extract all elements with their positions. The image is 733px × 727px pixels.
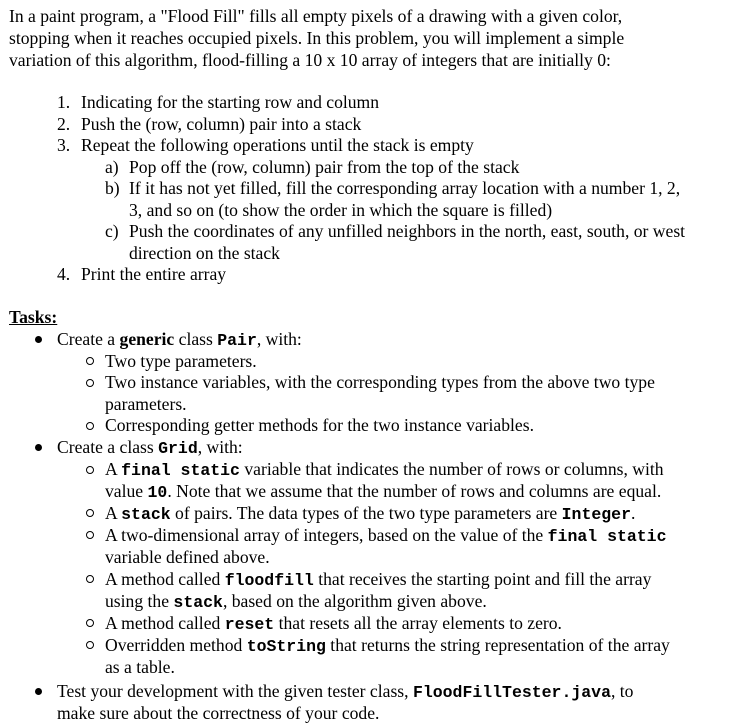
sub-bullet-icon [86,619,94,627]
intro-line-1: In a paint program, a "Flood Fill" fills all empty pixels of a drawing with a given color, [9,6,623,26]
step-3-number: 3. [57,135,71,155]
grid-item-1-line-1: A final static variable that indicates the number of rows or columns, with [105,459,664,480]
grid-item-4-line-1: A method called floodfill that receives the starting point and fill the array [105,569,652,590]
grid-item-3-line-1: A two-dimensional array of integers, based on the value of the final static [105,525,667,546]
intro-line-2: stopping when it reaches occupied pixels. In this problem, you will implement a simple [9,28,625,48]
pair-sub-2-line-1: Two instance variables, with the corresponding types from the above two type [105,372,655,392]
pair-sub-1: Two type parameters. [105,351,257,371]
sub-bullet-icon [86,357,94,365]
step-3c-letter: c) [105,221,119,241]
pair-task-line: Create a generic class Pair, with: [57,329,302,350]
step-4-text: Print the entire array [81,264,227,284]
intro-line-3: variation of this algorithm, flood-filling a 10 x 10 array of integers that are initially 0: [9,50,611,70]
step-3a-letter: a) [105,157,119,177]
step-3-text: Repeat the following operations until the stack is empty [81,135,474,155]
tasks-heading: Tasks: [9,307,58,327]
step-3c-line-2: direction on the stack [129,243,280,263]
grid-item-6-line-1: Overridden method toString that returns the string representation of the array [105,635,670,656]
test-task-line-1: Test your development with the given tester class, FloodFillTester.java, to [57,681,634,702]
bullet-icon [35,336,42,343]
step-3b-line-1: If it has not yet filled, fill the corresponding array location with a number 1, 2, [129,178,681,198]
pair-sub-2-line-2: parameters. [105,394,187,414]
sub-bullet-icon [86,641,94,649]
sub-bullet-icon [86,509,94,517]
grid-item-2: A stack of pairs. The data types of the two type parameters are Integer. [105,503,636,524]
grid-item-1-line-2: value 10. Note that we assume that the number of rows and columns are equal. [105,481,662,502]
sub-bullet-icon [86,422,94,430]
step-1-text: Indicating for the starting row and column [81,92,380,112]
sub-bullet-icon [86,531,94,539]
grid-task-line: Create a class Grid, with: [57,437,243,458]
step-3b-letter: b) [105,178,120,198]
sub-bullet-icon [86,466,94,474]
pair-sub-3: Corresponding getter methods for the two instance variables. [105,415,534,435]
step-2-number: 2. [57,114,71,134]
step-3b-line-2: 3, and so on (to show the order in which the square is filled) [129,200,553,220]
bullet-icon [35,444,42,451]
step-2-text: Push the (row, column) pair into a stack [81,114,362,134]
grid-item-5: A method called reset that resets all the array elements to zero. [105,613,562,634]
grid-item-4-line-2: using the stack, based on the algorithm given above. [105,591,487,612]
sub-bullet-icon [86,379,94,387]
step-1-number: 1. [57,92,71,112]
sub-bullet-icon [86,575,94,583]
grid-item-3-line-2: variable defined above. [105,547,270,567]
bullet-icon [35,688,42,695]
grid-item-6-line-2: as a table. [105,657,175,677]
test-task-line-2: make sure about the correctness of your code. [57,703,380,723]
step-3c-line-1: Push the coordinates of any unfilled neighbors in the north, east, south, or west [129,221,686,241]
step-4-number: 4. [57,264,71,284]
step-3a-text: Pop off the (row, column) pair from the top of the stack [129,157,520,177]
